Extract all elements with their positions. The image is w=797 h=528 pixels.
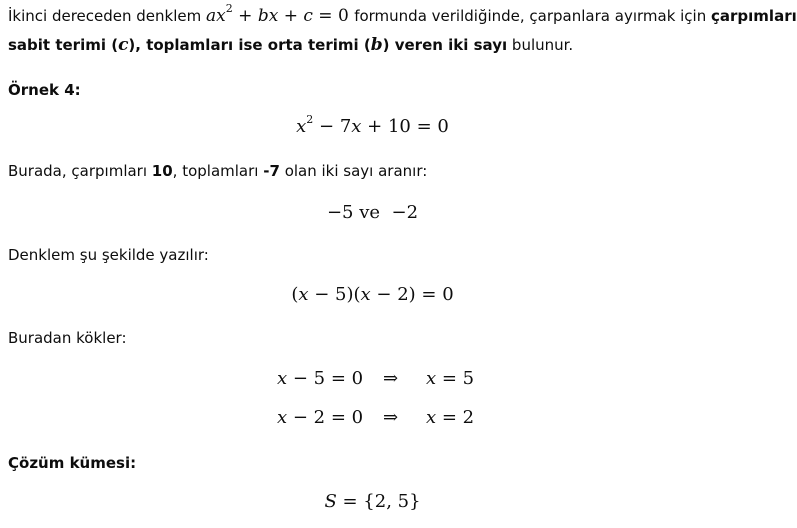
solution-heading: Çözüm kümesi: xyxy=(8,454,137,472)
intro-line-1 xyxy=(8,2,797,28)
example-heading: Örnek 4: xyxy=(8,81,81,99)
factored-equation: (x − 5)(x − 2) = 0 xyxy=(291,284,454,305)
intro-bold-1: çarpımları xyxy=(711,7,797,25)
root-2-right: x = 2 xyxy=(426,407,475,428)
sentence-products: Burada, çarpımları 10, toplamları -7 olan iki sayı aranır: xyxy=(8,162,428,180)
intro-line-2 xyxy=(8,34,573,57)
intro-text-1: İkinci dereceden denklem xyxy=(8,7,202,25)
intro-text-3: bulunur. xyxy=(511,36,574,54)
sentence-roots: Buradan kökler: xyxy=(8,329,127,347)
intro-text-2: formunda verildiğinde, çarpanlara ayırmak için xyxy=(354,7,707,25)
sentence-written: Denklem şu şekilde yazılır: xyxy=(8,246,209,264)
intro-equation: $ax^2$ + bx + c = 0 xyxy=(206,2,355,26)
intro-bold-2: sabit terimi (c), toplamları ise orta terimi (b) veren iki sayı xyxy=(8,35,508,55)
root-1-right: x = 5 xyxy=(426,368,475,389)
example-equation: $x^2 - 7x + 10 = 0$ xyxy=(296,113,449,137)
implies-arrow-icon: ⇒ xyxy=(383,407,399,428)
root-2-left: x − 2 = 0 xyxy=(277,407,364,428)
implies-arrow-icon: ⇒ xyxy=(383,368,399,389)
found-numbers: −5 ve −2 xyxy=(326,202,419,223)
solution-set: S = {2, 5} xyxy=(324,491,421,512)
root-1-left: x − 5 = 0 xyxy=(277,368,364,389)
